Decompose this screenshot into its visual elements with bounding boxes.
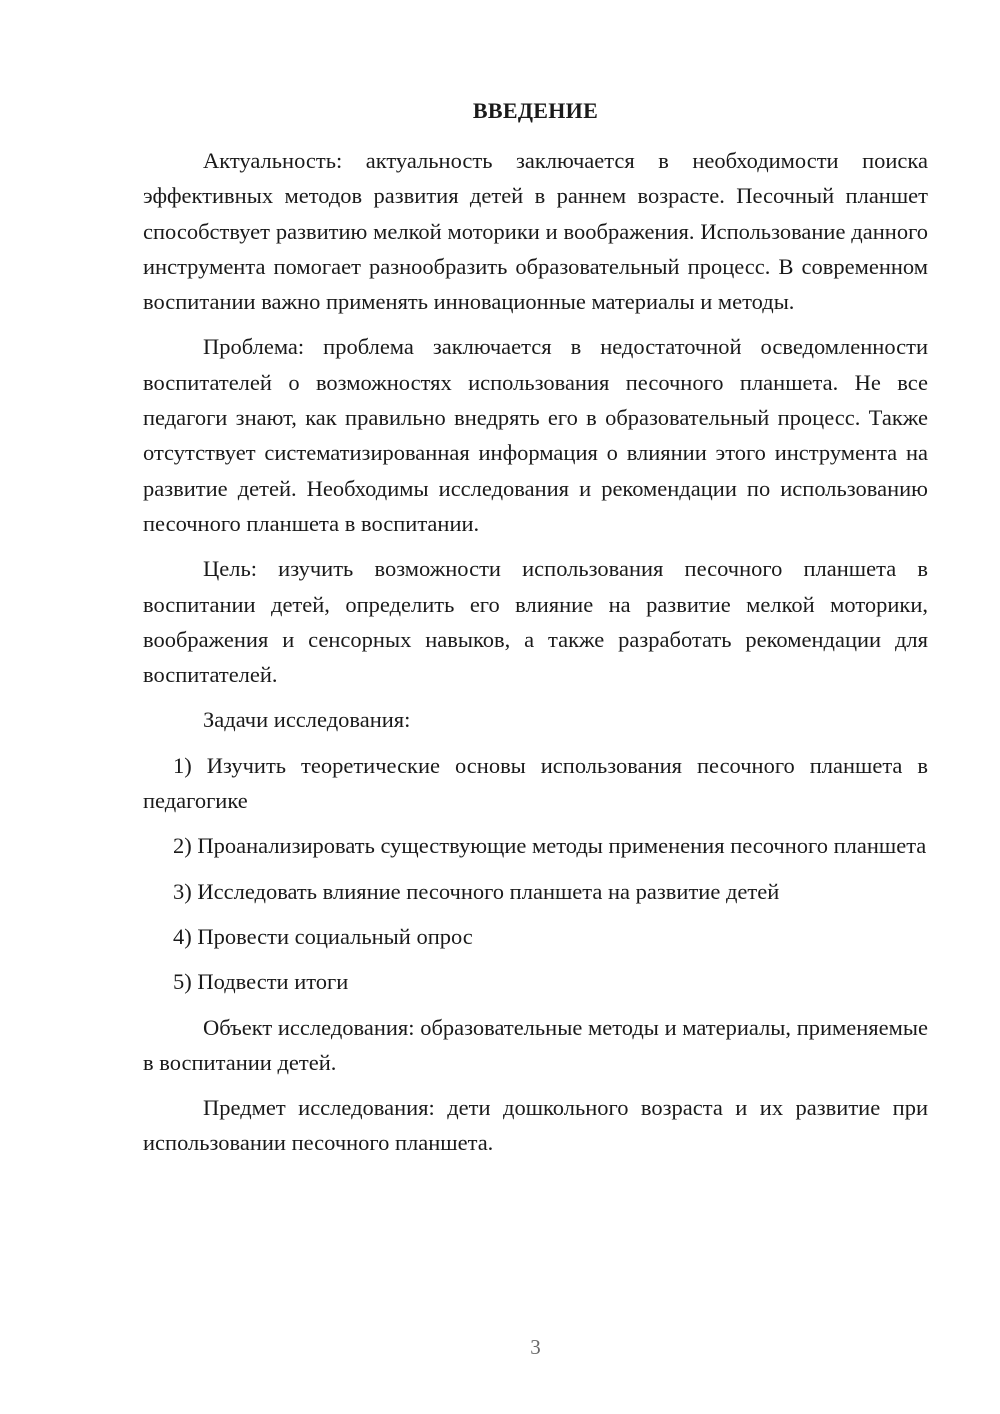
page-title: ВВЕДЕНИЕ <box>472 98 599 123</box>
document-page <box>143 0 928 1414</box>
task-item: 5) Подвести итоги <box>173 969 349 995</box>
problem-paragraph: Проблема: проблема заключается в недостаточной осведомленности воспитателей о возможностях использования песочного планшета. Не все педагоги знают, как правильно внедрять его в образовательный процесс. Также отсутствует систематизированная информация о влиянии этого инструмента на развитие детей. Необходимы исследования и рекомендации по использованию песочного планшета в воспитании. <box>143 334 928 536</box>
subject-paragraph: Предмет исследования: дети дошкольного возраста и их развитие при использовании песочного планшета. <box>143 1095 928 1156</box>
task-item: 2) Проанализировать существующие методы применения песочного планшета <box>173 833 927 859</box>
object-paragraph: Объект исследования: образовательные методы и материалы, применяемые в воспитании детей. <box>143 1014 928 1075</box>
relevance-paragraph: Актуальность: актуальность заключается в необходимости поиска эффективных методов развития детей в раннем возрасте. Песочный планшет способствует развитию мелкой моторики и воображения. Использование данного инструмента помогает разнообразить образовательный процесс. В современном воспитании важно применять инновационные материалы и методы. <box>143 148 928 315</box>
page-number: 3 <box>530 1335 541 1359</box>
task-item: 1) Изучить теоретические основы использования песочного планшета в педагогике <box>143 752 928 814</box>
task-item: 4) Провести социальный опрос <box>173 923 473 949</box>
goal-paragraph: Цель: изучить возможности использования песочного планшета в воспитании детей, определить его влияние на развитие мелкой моторики, воображения и сенсорных навыков, а также разработать рекомендации для воспитателей. <box>143 556 928 688</box>
task-item: 3) Исследовать влияние песочного планшета на развитие детей <box>173 878 780 904</box>
body-text <box>143 143 928 1171</box>
tasks-heading: Задачи исследования: <box>203 707 411 733</box>
